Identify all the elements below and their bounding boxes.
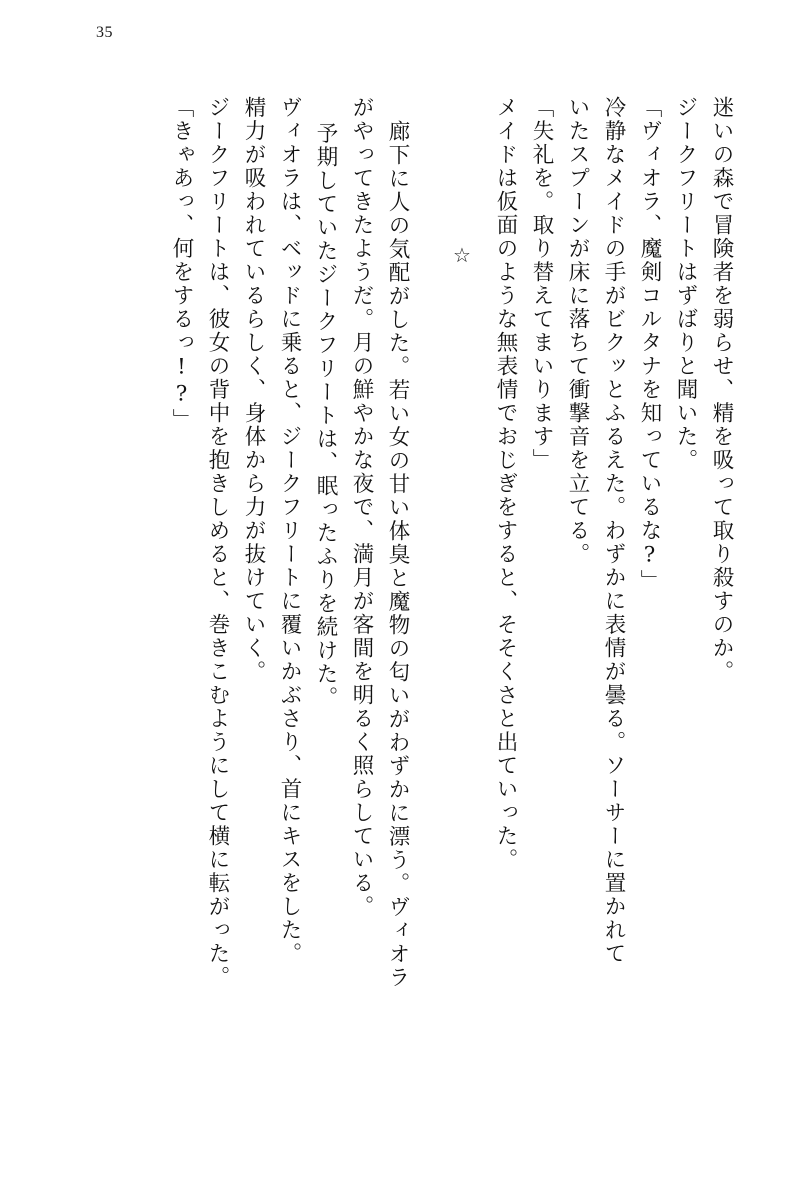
text-line: 迷いの森で冒険者を弱らせ、精を吸って取り殺すのか。: [709, 96, 734, 684]
section-ornament: [444, 96, 480, 1160]
text-line: ジークフリートはずばりと聞いた。: [673, 96, 698, 472]
text-line: メイドは仮面のような無表情でおじぎをすると、そそくさと出ていった。: [493, 96, 518, 872]
text-line: 廊下に人の気配がした。若い女の甘い体臭と魔物の匂いがわずかに漂う。ヴィオラ: [385, 120, 410, 990]
text-line: 精力が吸われているらしく、身体から力が抜けていく。: [241, 96, 266, 684]
text-line: ヴィオラは、ベッドに乗ると、ジークフリートに覆いかぶさり、首にキスをした。: [277, 96, 302, 966]
column-spacer: [408, 96, 444, 1160]
page-number: 35: [96, 24, 113, 41]
text-line: いたスプーンが床に落ちて衝撃音を立てる。: [565, 96, 590, 566]
text-line: 冷静なメイドの手がビクッとふるえた。わずかに表情が曇る。ソーサーに置かれて: [601, 96, 626, 966]
text-line: 「ヴィオラ、魔剣コルタナを知っているな?」: [637, 96, 662, 593]
text-line: ジークフリートは、彼女の背中を抱きしめると、巻きこむようにして横に転がった。: [205, 96, 230, 989]
text-line: 「失礼を。取り替えてまいります」: [529, 96, 554, 472]
text-line: 「きゃあっ、何をするっ!?」: [169, 96, 194, 432]
text-line: 予期していたジークフリートは、眠ったふりを続けた。: [313, 122, 338, 710]
text-line: がやってきたようだ。月の鮮やかな夜で、満月が客間を明るく照らしている。: [349, 96, 374, 919]
vertical-text-body: [60, 96, 732, 1160]
star-icon: ☆: [453, 245, 471, 267]
